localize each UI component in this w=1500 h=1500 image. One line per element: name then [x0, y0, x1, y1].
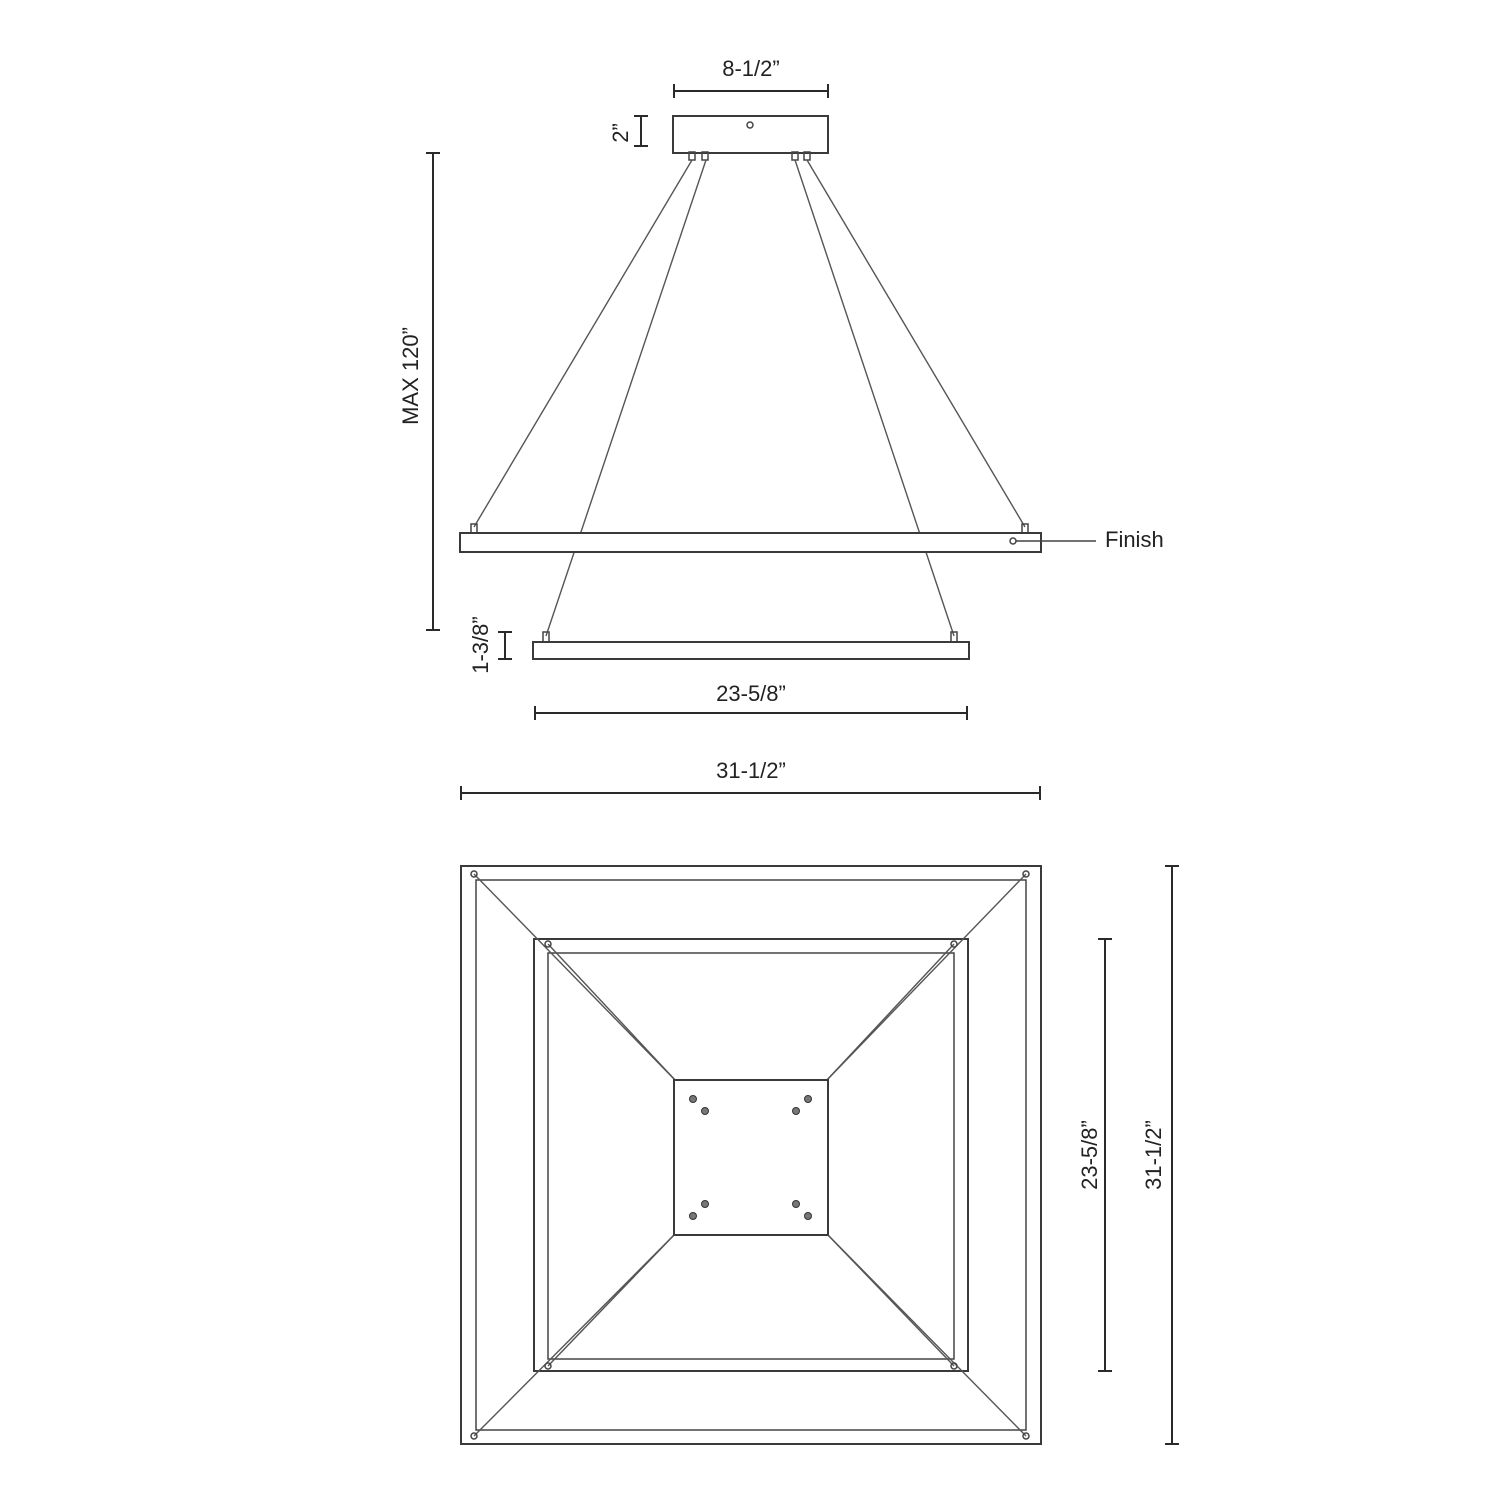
upper-ring	[460, 524, 1164, 552]
inner-depth-dimension	[1077, 939, 1112, 1371]
canopy-width-label: 8-1/2”	[722, 56, 780, 81]
lower-ring	[533, 632, 969, 659]
canopy-height-dimension	[608, 116, 648, 146]
suspension-cables	[474, 160, 1025, 636]
overall-width-label: 31-1/2”	[716, 758, 786, 783]
canopy-width-dimension	[674, 56, 828, 98]
outer-depth-label: 31-1/2”	[1141, 1120, 1166, 1190]
canopy-top-view	[674, 1080, 828, 1235]
lower-ring-height-dimension	[468, 616, 512, 673]
max-height-label: MAX 120”	[398, 327, 423, 425]
outer-depth-dimension	[1141, 866, 1179, 1444]
top-view	[461, 866, 1179, 1444]
finish-label: Finish	[1105, 527, 1164, 552]
overall-width-dimension	[461, 758, 1040, 800]
lower-ring-width-dimension	[535, 681, 967, 720]
max-height-dimension	[398, 153, 440, 630]
inner-depth-label: 23-5/8”	[1077, 1120, 1102, 1190]
lower-ring-height-label: 1-3/8”	[468, 616, 493, 674]
canopy	[673, 116, 828, 160]
canopy-height-label: 2”	[608, 123, 633, 143]
side-view	[398, 56, 1164, 800]
lower-ring-width-label: 23-5/8”	[716, 681, 786, 706]
